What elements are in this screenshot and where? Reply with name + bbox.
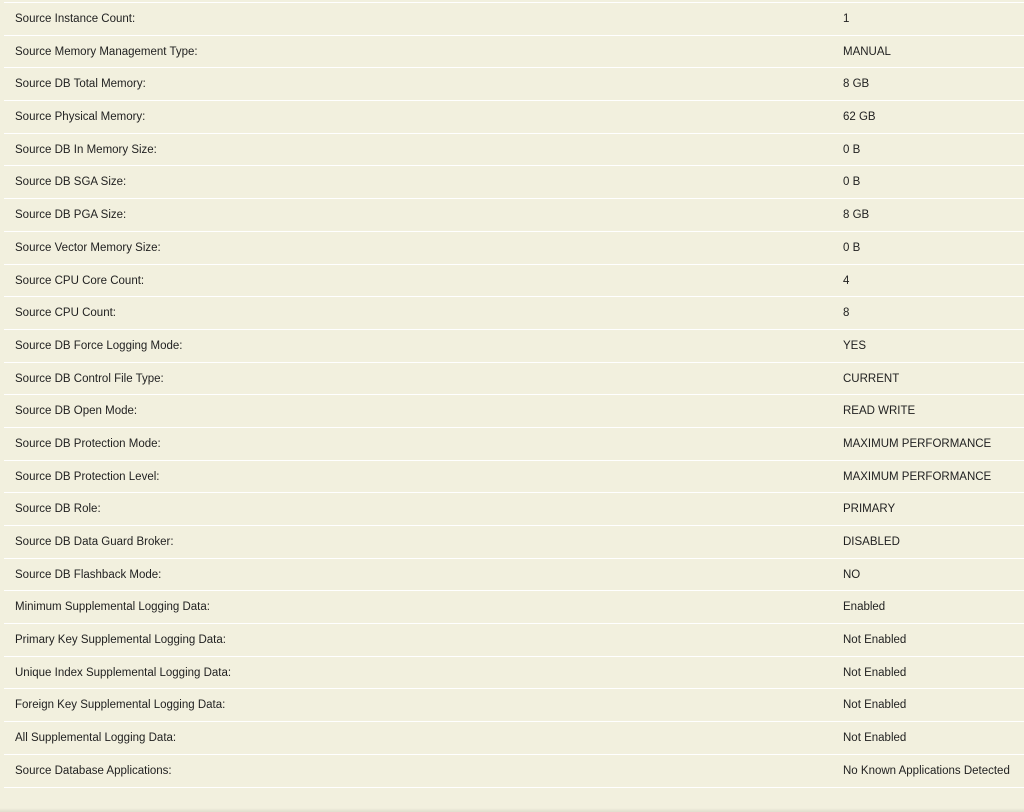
row-label: Source DB Protection Level: xyxy=(15,470,160,483)
scroll-shadow xyxy=(0,808,1024,812)
row-label: Source DB Control File Type: xyxy=(15,372,164,385)
row-value: NO xyxy=(843,568,861,581)
table-row xyxy=(4,395,1024,428)
row-label: Source Database Applications: xyxy=(15,764,172,777)
table-row xyxy=(4,689,1024,722)
row-value: 62 GB xyxy=(843,111,876,124)
row-label: Source Physical Memory: xyxy=(15,111,146,124)
table-row xyxy=(4,363,1024,396)
table-row xyxy=(4,166,1024,199)
row-value: 1 xyxy=(843,13,850,25)
row-label: Source DB Force Logging Mode: xyxy=(15,339,183,352)
table-row xyxy=(4,722,1024,755)
row-value: No Known Applications Detected xyxy=(843,764,1010,777)
row-label: Foreign Key Supplemental Logging Data: xyxy=(15,699,226,712)
row-label: Source DB Open Mode: xyxy=(15,405,138,418)
row-value: 0 B xyxy=(843,143,861,156)
table-row xyxy=(4,101,1024,134)
table-row xyxy=(4,624,1024,657)
row-label: Source Vector Memory Size: xyxy=(15,241,161,254)
table-row xyxy=(4,657,1024,690)
table-row xyxy=(4,526,1024,559)
table-row xyxy=(4,199,1024,232)
table-row xyxy=(4,3,1024,36)
row-label: Unique Index Supplemental Logging Data: xyxy=(15,666,232,679)
row-label: Primary Key Supplemental Logging Data: xyxy=(15,634,226,647)
row-value: MANUAL xyxy=(843,45,891,58)
table-row xyxy=(4,36,1024,69)
row-label: Source CPU Count: xyxy=(15,307,116,320)
row-value: Not Enabled xyxy=(843,666,907,679)
row-label: Source Instance Count: xyxy=(15,13,136,25)
row-value: PRIMARY xyxy=(843,503,896,516)
table-row xyxy=(4,591,1024,624)
row-value: 8 GB xyxy=(843,209,870,222)
table-row xyxy=(4,134,1024,167)
row-value: 0 B xyxy=(843,176,861,189)
table-row xyxy=(4,232,1024,265)
row-label: Source Memory Management Type: xyxy=(15,45,198,58)
row-value: 0 B xyxy=(843,241,861,254)
table-row xyxy=(4,68,1024,101)
table-row xyxy=(4,493,1024,526)
row-label: Source CPU Core Count: xyxy=(15,274,145,287)
row-label: Source DB Protection Mode: xyxy=(15,437,161,450)
table-row xyxy=(4,428,1024,461)
row-value: Not Enabled xyxy=(843,634,907,647)
row-value: YES xyxy=(843,339,867,352)
row-label: All Supplemental Logging Data: xyxy=(15,732,177,745)
row-value: 8 GB xyxy=(843,78,870,91)
row-label: Source DB In Memory Size: xyxy=(15,143,157,156)
row-value: Enabled xyxy=(843,601,886,614)
table-row xyxy=(4,755,1024,788)
row-label: Source DB Data Guard Broker: xyxy=(15,536,174,548)
source-database-details-table xyxy=(4,2,1024,788)
row-value: READ WRITE xyxy=(843,405,916,418)
row-label: Source DB Total Memory: xyxy=(15,78,146,91)
row-value: MAXIMUM PERFORMANCE xyxy=(843,470,992,483)
table-row xyxy=(4,559,1024,592)
row-value: Not Enabled xyxy=(843,699,907,712)
row-value: DISABLED xyxy=(843,536,900,548)
row-value: 4 xyxy=(843,274,850,287)
row-value: Not Enabled xyxy=(843,732,907,745)
row-value: MAXIMUM PERFORMANCE xyxy=(843,437,992,450)
table-row xyxy=(4,297,1024,330)
row-label: Source DB Flashback Mode: xyxy=(15,568,162,581)
row-value: CURRENT xyxy=(843,372,900,385)
table-row xyxy=(4,330,1024,363)
row-value: 8 xyxy=(843,307,850,320)
table-row xyxy=(4,265,1024,298)
row-label: Minimum Supplemental Logging Data: xyxy=(15,601,210,614)
row-label: Source DB Role: xyxy=(15,503,101,516)
row-label: Source DB PGA Size: xyxy=(15,209,127,222)
row-label: Source DB SGA Size: xyxy=(15,176,127,189)
table-row xyxy=(4,461,1024,494)
